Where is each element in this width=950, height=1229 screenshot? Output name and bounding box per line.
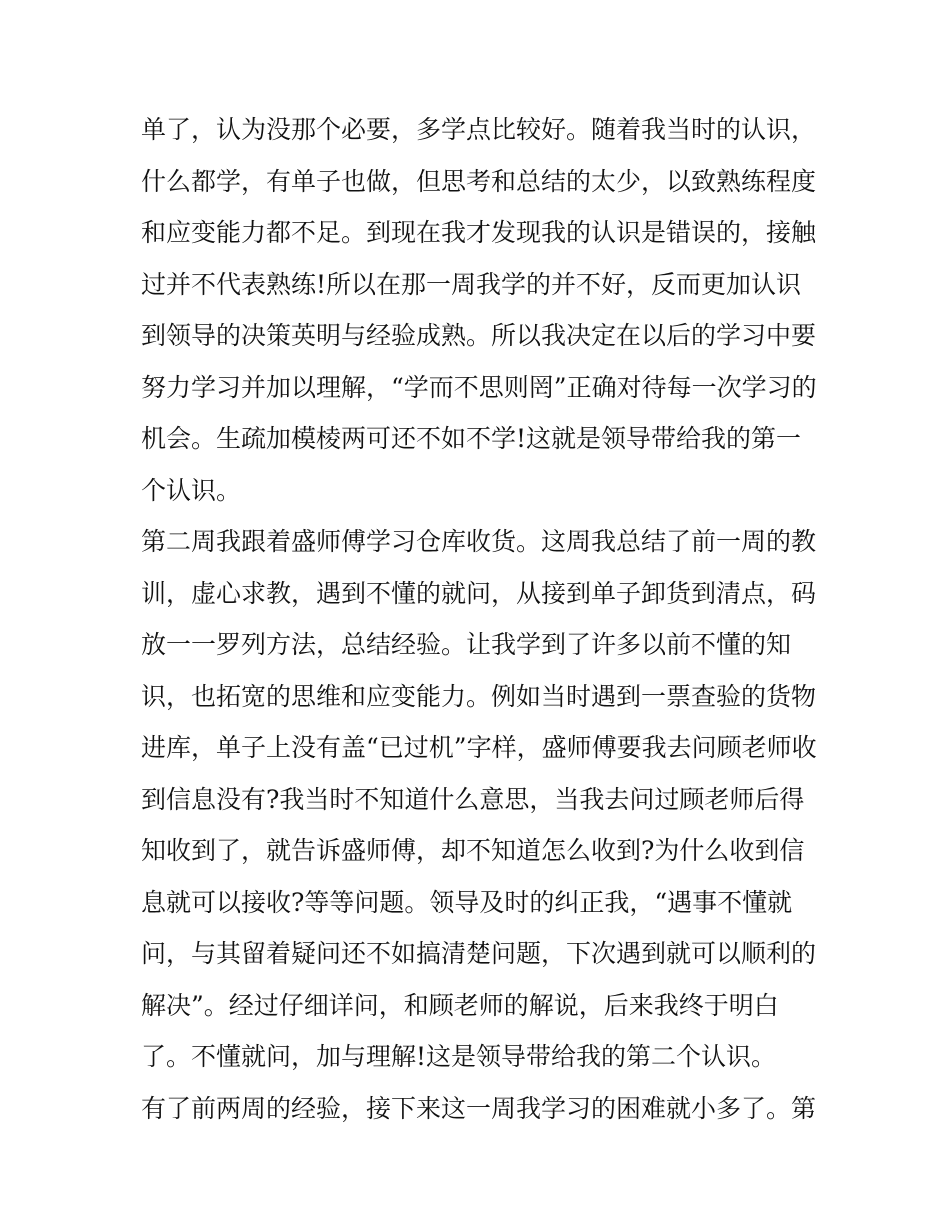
text-line-15: 知收到了，就告诉盛师傅，却不知道怎么收到?为什么收到信 [141, 836, 805, 865]
text-line-7: 机会。生疏加模棱两可还不如不学!这就是领导带给我的第一 [141, 424, 802, 453]
text-line-5: 到领导的决策英明与经验成熟。所以我决定在以后的学习中要 [141, 321, 817, 350]
text-line-17: 问，与其留着疑问还不如搞清楚问题，下次遇到就可以顺利的 [141, 939, 817, 968]
text-line-11: 放一一罗列方法，总结经验。让我学到了许多以前不懂的知 [141, 630, 792, 659]
text-line-2: 什么都学，有单子也做，但思考和总结的太少，以致熟练程度 [141, 166, 817, 196]
text-line-13: 进库，单子上没有盖“已过机”字样，盛师傅要我去问顾老师收 [141, 733, 817, 762]
body-text [141, 104, 821, 1134]
text-line-16: 息就可以接收?等等问题。领导及时的纠正我，“遇事不懂就 [141, 887, 793, 917]
text-line-9: 第二周我跟着盛师傅学习仓库收货。这周我总结了前一周的教 [141, 527, 817, 556]
text-line-10: 训，虚心求教，遇到不懂的就问，从接到单子卸货到清点，码 [141, 578, 817, 608]
text-line-19: 了。不懂就问，加与理解!这是领导带给我的第二个认识。 [141, 1042, 777, 1071]
text-line-14: 到信息没有?我当时不知道什么意思，当我去问过顾老师后得 [141, 784, 805, 814]
text-line-3: 和应变能力都不足。到现在我才发现我的认识是错误的，接触 [141, 218, 817, 247]
text-line-20: 有了前两周的经验，接下来这一周我学习的困难就小多了。第 [141, 1093, 817, 1123]
text-line-1: 单了，认为没那个必要，多学点比较好。随着我当时的认识， [141, 115, 817, 144]
text-line-8: 个认识。 [141, 475, 242, 505]
text-line-12: 识，也拓宽的思维和应变能力。例如当时遇到一票查验的货物 [141, 681, 817, 711]
text-line-4: 过并不代表熟练!所以在那一周我学的并不好，反而更加认识 [141, 269, 802, 299]
text-line-6: 努力学习并加以理解，“学而不思则罔”正确对待每一次学习的 [141, 372, 817, 402]
text-line-18: 解决”。经过仔细详问，和顾老师的解说，后来我终于明白 [141, 990, 779, 1020]
